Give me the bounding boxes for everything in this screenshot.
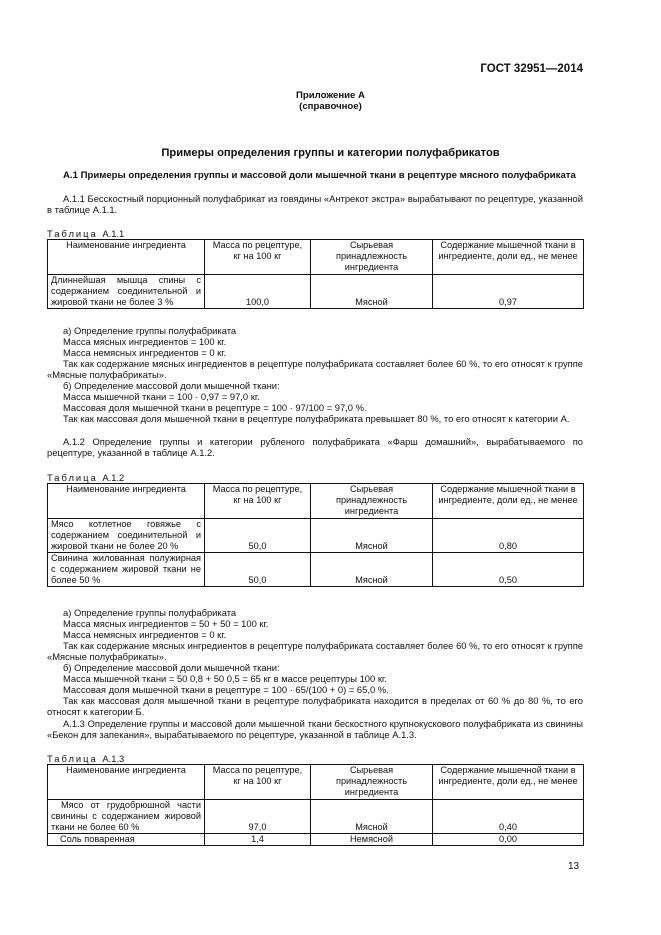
cell-mass: 97,0	[205, 800, 311, 834]
column-header-content: Содержание мышечной ткани в ингредиенте, доли ед., не менее	[433, 484, 584, 519]
cell-content: 0,80	[433, 519, 584, 553]
cell-name: Свинина жилованная полужирная с содержанием жировой ткани не более 50 %	[48, 553, 205, 587]
column-header-origin: Сырьевая принадлежность ингредиента	[311, 484, 433, 519]
calc-a11-b-title: б) Определение массовой доли мышечной ткани:	[63, 380, 280, 391]
cell-mass: 100,0	[205, 275, 311, 309]
calc-a11-b-mass: Масса мышечной ткани = 100 · 0,97 = 97,0 кг.	[63, 391, 260, 402]
table-header-row	[48, 765, 584, 800]
table-row	[48, 519, 584, 553]
cell-mass: 50,0	[205, 519, 311, 553]
calc-a11-b-share: Массовая доля мышечной ткани в рецептуре = 100 · 97/100 = 97,0 %.	[63, 402, 367, 413]
calc-a11-a-nonmeat: Масса немясных ингредиентов = 0 кг.	[63, 347, 227, 358]
column-header-name: Наименование ингредиента	[48, 484, 205, 519]
cell-origin: Мясной	[311, 275, 433, 309]
cell-mass: 1,4	[205, 834, 311, 846]
column-header-origin: Сырьевая принадлежность ингредиента	[311, 765, 433, 800]
cell-content: 0,97	[433, 275, 584, 309]
column-header-mass: Масса по рецептуре, кг на 100 кг	[205, 484, 311, 519]
annex-subtitle: (справочное)	[299, 101, 362, 112]
table-a12-caption: Таблица А.1.2	[47, 472, 125, 483]
table-row	[48, 834, 584, 846]
table-row	[48, 800, 584, 834]
column-header-mass: Масса по рецептуре, кг на 100 кг	[205, 240, 311, 275]
cell-origin: Мясной	[311, 800, 433, 834]
column-header-name: Наименование ингредиента	[48, 765, 205, 800]
cell-content: 0,00	[433, 834, 584, 846]
cell-name: Соль поваренная	[48, 834, 205, 846]
cell-name: Мясо котлетное говяжье с содержанием соединительной и жировой ткани не более 20 %	[48, 519, 205, 553]
calc-a11-b-conclusion: Так как массовая доля мышечной ткани в рецептуре полуфабриката превышает 80 %, то его относят к категории А.	[63, 413, 570, 424]
column-header-content: Содержание мышечной ткани в ингредиенте, доли ед., не менее	[433, 240, 584, 275]
calc-a12-b-share: Массовая доля мышечной ткани в рецептуре = 100 · 65/(100 + 0) = 65,0 %.	[63, 684, 389, 695]
cell-origin: Немясной	[311, 834, 433, 846]
calc-a12-a-title: а) Определение группы полуфабриката	[63, 607, 237, 618]
calc-a12-b-conclusion: Так как массовая доля мышечной ткани в рецептуре полуфабриката находится в пределах от 60 % до 80 %, то его относят к категории Б.	[47, 695, 583, 718]
calc-a12-b-title: б) Определение массовой доли мышечной ткани:	[63, 662, 280, 673]
cell-origin: Мясной	[311, 519, 433, 553]
cell-name: Мясо от грудобрюшной части свинины с содержанием жировой ткани не более 60 %	[48, 800, 205, 834]
page-number: 13	[568, 861, 580, 872]
table-a13-caption: Таблица А.1.3	[47, 753, 125, 764]
cell-content: 0,40	[433, 800, 584, 834]
paragraph-a11: А.1.1 Бесскостный порционный полуфабрикат из говядины «Антрекот экстра» вырабатывают по рецептуре, указанной в таблице А.1.1.	[47, 193, 583, 216]
document-code: ГОСТ 32951—2014	[480, 63, 583, 75]
calc-a12-a-nonmeat: Масса немясных ингредиентов = 0 кг.	[63, 629, 227, 640]
annex-title: Приложение А	[296, 90, 365, 101]
table-a13	[47, 764, 584, 846]
calc-a11-a-conclusion: Так как содержание мясных ингредиентов в рецептуре полуфабриката составляет более 60 %, то его относят к группе «Мясные полуфабрикаты».	[47, 358, 583, 381]
table-a11	[47, 239, 584, 309]
calc-a12-a-conclusion: Так как содержание мясных ингредиентов в рецептуре полуфабриката составляет более 60 %, то его относят к группе «Мясные полуфабрикаты».	[47, 640, 583, 663]
calc-a12-b-mass: Масса мышечной ткани = 50 0,8 + 50 0,5 = 65 кг в массе рецептуры 100 кг.	[63, 673, 387, 684]
calc-a11-a-meat: Масса мясных ингредиентов = 100 кг.	[63, 336, 227, 347]
cell-content: 0,50	[433, 553, 584, 587]
cell-name: Длиннейшая мышца спины с содержанием соединительной и жировой ткани не более 3 %	[48, 275, 205, 309]
table-a11-caption: Таблица А.1.1	[47, 228, 125, 239]
table-header-row	[48, 484, 584, 519]
calc-a11-a-title: а) Определение группы полуфабриката	[63, 325, 237, 336]
table-header-row	[48, 240, 584, 275]
paragraph-a12: А.1.2 Определение группы и категории рубленого полуфабриката «Фарш домашний», вырабатываемого по рецептуре, указанной в таблице А.1.2.	[47, 436, 583, 459]
column-header-origin: Сырьевая принадлежность ингредиента	[311, 240, 433, 275]
paragraph-a13: А.1.3 Определение группы и массовой доли мышечной ткани бескостного крупнокускового полуфабриката из свинины «Бекон для запекания», вырабатываемого по рецептуре, указанной в таблице А.1.3.	[47, 718, 583, 741]
table-a12	[47, 483, 584, 587]
section-a1-heading: А.1 Примеры определения группы и массовой доли мышечной ткани в рецептуре мясного полуфабриката	[63, 170, 576, 181]
table-row	[48, 553, 584, 587]
column-header-name: Наименование ингредиента	[48, 240, 205, 275]
cell-origin: Мясной	[311, 553, 433, 587]
column-header-mass: Масса по рецептуре, кг на 100 кг	[205, 765, 311, 800]
cell-mass: 50,0	[205, 553, 311, 587]
page-title: Примеры определения группы и категории полуфабрикатов	[161, 147, 500, 159]
table-row	[48, 275, 584, 309]
column-header-content: Содержание мышечной ткани в ингредиенте, доли ед., не менее	[433, 765, 584, 800]
calc-a12-a-meat: Масса мясных ингредиентов = 50 + 50 = 100 кг.	[63, 618, 269, 629]
